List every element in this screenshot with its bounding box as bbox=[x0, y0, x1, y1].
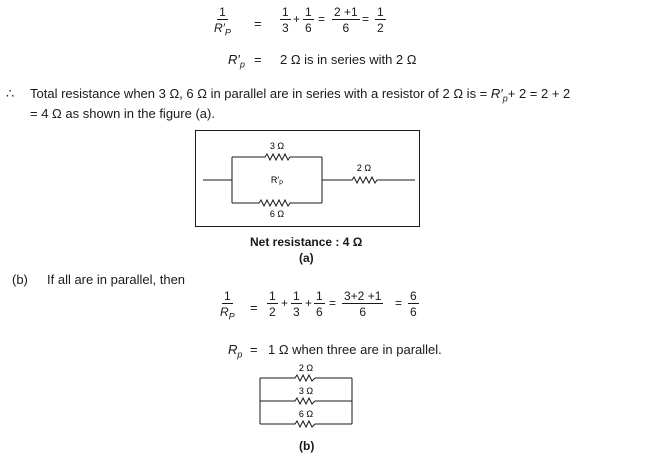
equals-sign: = bbox=[395, 296, 403, 310]
fraction-1-over-rp: $\frac{1}{R_P}$ bbox=[220, 289, 235, 322]
rp-symbol: $R_p$ bbox=[228, 342, 243, 360]
fraction-1-over-6: $\frac{1}{6}$ bbox=[316, 289, 323, 319]
equals-sign: = bbox=[250, 342, 258, 357]
therefore-text-line2: = 4 Ω as shown in the figure (a). bbox=[30, 106, 215, 121]
eq2-rhs: 2 Ω is in series with 2 Ω bbox=[280, 52, 417, 67]
label-6-ohm: 6 Ω bbox=[298, 409, 314, 419]
resistor-6-ohm bbox=[232, 200, 322, 206]
label-2-ohm: 2 Ω bbox=[356, 163, 372, 173]
rp-symbol: $R'_p$ bbox=[228, 52, 245, 70]
equals-sign: = bbox=[318, 12, 326, 26]
circuit-diagram-b bbox=[258, 362, 354, 430]
fraction-1-over-3: $\frac{1}{3}$ bbox=[293, 289, 300, 319]
fraction-6-over-6-result: $\frac{6}{6}$ bbox=[410, 289, 417, 319]
resistor-6-ohm bbox=[260, 421, 352, 427]
equals-sign: = bbox=[254, 16, 262, 31]
figure-a-label: (a) bbox=[299, 251, 314, 265]
equals-sign: = bbox=[362, 12, 370, 26]
rp-symbol-inline: $R'_p$ bbox=[490, 86, 508, 104]
plus-sign: + bbox=[293, 12, 301, 26]
plus-sign: + bbox=[305, 296, 313, 310]
part-b-marker: (b) bbox=[12, 272, 28, 287]
fraction-1-over-2: $\frac{1}{2}$ bbox=[269, 289, 276, 319]
fraction-1-over-rp: $\frac{1}{R'_P}$ bbox=[214, 5, 231, 38]
resistor-2-ohm bbox=[260, 375, 352, 381]
circuit-diagram-a bbox=[195, 130, 420, 227]
label-6-ohm: 6 Ω bbox=[269, 209, 285, 219]
label-3-ohm: 3 Ω bbox=[269, 141, 285, 151]
fraction-1-over-3: $\frac{1}{3}$ bbox=[282, 5, 289, 35]
label-3-ohm: 3 Ω bbox=[298, 386, 314, 396]
therefore-text-line1: Total resistance when 3 Ω, 6 Ω in parallel are in series with a resistor of 2 Ω is = $R'_p+ 2 = 2 + 2$ bbox=[30, 86, 571, 104]
fraction-3-over-6: $\frac{2 +1}{6}$ bbox=[334, 5, 358, 35]
fraction-1-over-6: $\frac{1}{6}$ bbox=[305, 5, 312, 35]
resistor-3-ohm bbox=[260, 398, 352, 404]
plus-sign: + bbox=[281, 296, 289, 310]
fraction-6-over-6: $\frac{3+2 +1}{6}$ bbox=[344, 289, 382, 319]
equals-sign: = bbox=[254, 52, 262, 67]
equals-sign: = bbox=[250, 300, 258, 315]
resistor-3-ohm bbox=[232, 154, 322, 160]
part-b-result: 1 Ω when three are in parallel. bbox=[268, 342, 442, 357]
figure-frame bbox=[196, 131, 420, 227]
part-b-intro: If all are in parallel, then bbox=[47, 272, 186, 287]
label-2-ohm: 2 Ω bbox=[298, 363, 314, 373]
figure-a-caption: Net resistance : 4 Ω bbox=[250, 235, 363, 249]
label-rp: $R'_P$ bbox=[270, 175, 284, 187]
therefore-symbol: ∴ bbox=[6, 86, 15, 101]
figure-b-label: (b) bbox=[299, 439, 315, 453]
fraction-1-over-2: $\frac{1}{2}$ bbox=[377, 5, 384, 35]
equals-sign: = bbox=[329, 296, 337, 310]
resistor-2-ohm-series bbox=[322, 177, 415, 183]
